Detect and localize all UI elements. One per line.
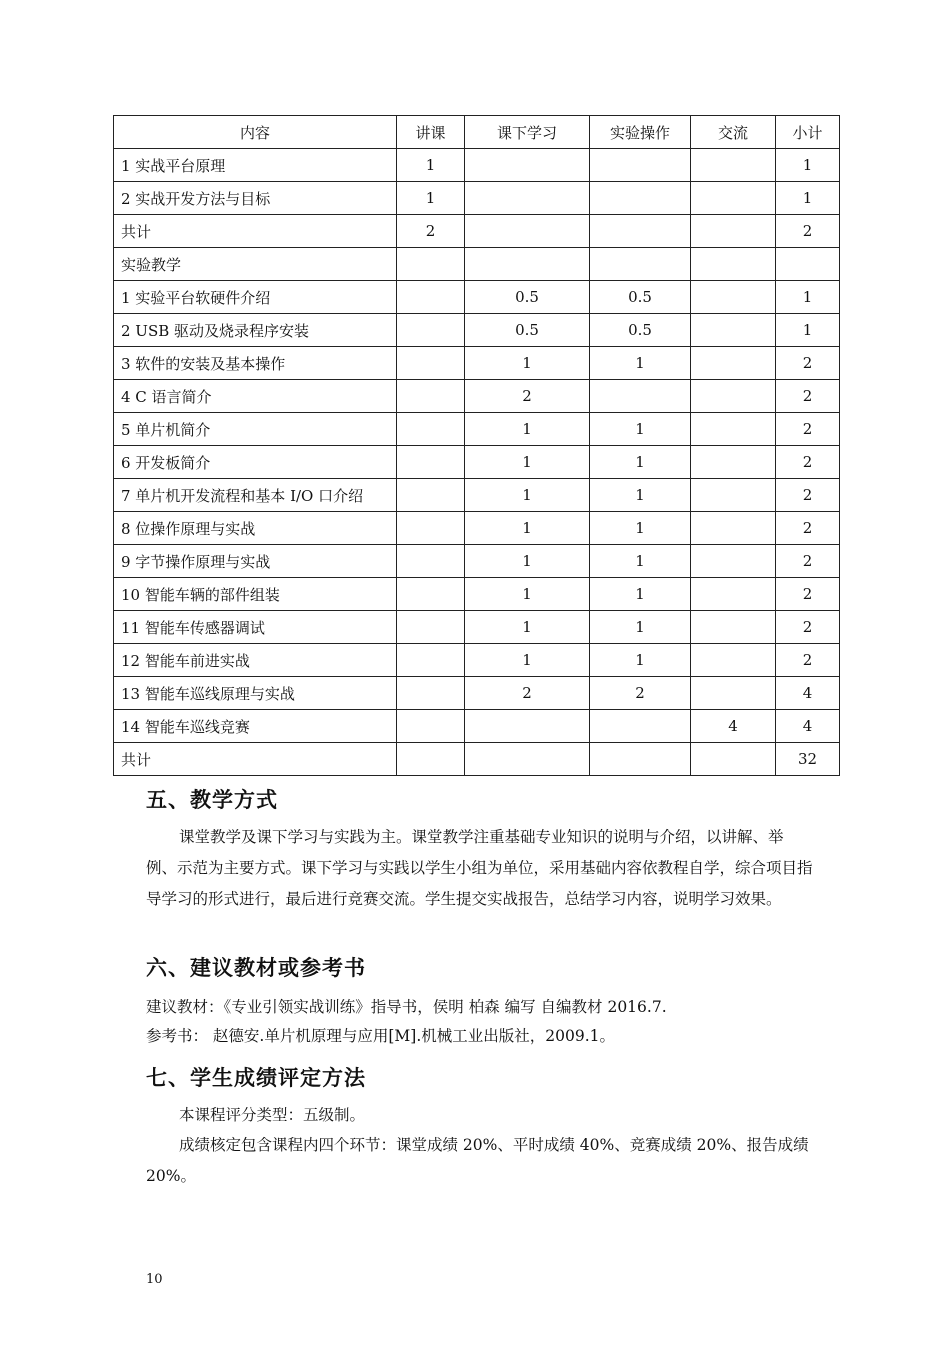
section6-textbook: 建议教材：《专业引领实战训练》指导书，侯明 柏森 编写 自编教材 2016.7. bbox=[146, 998, 667, 1016]
cell-subtotal bbox=[776, 248, 840, 281]
table-row bbox=[114, 710, 840, 743]
section7-grading-type: 本课程评分类型：五级制。 bbox=[179, 1106, 366, 1124]
table-row bbox=[114, 677, 840, 710]
cell-content: 3 软件的安装及基本操作 bbox=[114, 347, 397, 380]
cell-exchange bbox=[691, 479, 776, 512]
cell-lecture bbox=[397, 710, 465, 743]
cell-exchange bbox=[691, 677, 776, 710]
header-lab: 实验操作 bbox=[590, 116, 691, 149]
table-row bbox=[114, 578, 840, 611]
cell-subtotal: 2 bbox=[776, 446, 840, 479]
cell-lab bbox=[590, 743, 691, 776]
table-row bbox=[114, 743, 840, 776]
cell-lab bbox=[590, 149, 691, 182]
section6-reference: 参考书： 赵德安.单片机原理与应用[M].机械工业出版社，2009.1。 bbox=[146, 1027, 615, 1045]
cell-content: 8 位操作原理与实战 bbox=[114, 512, 397, 545]
section5-title: 五、教学方式 bbox=[146, 787, 278, 812]
table-row bbox=[114, 281, 840, 314]
table-row bbox=[114, 314, 840, 347]
cell-lab: 1 bbox=[590, 512, 691, 545]
cell-self-study: 1 bbox=[465, 545, 590, 578]
cell-lecture bbox=[397, 413, 465, 446]
cell-lecture bbox=[397, 248, 465, 281]
cell-exchange bbox=[691, 149, 776, 182]
cell-lab: 0.5 bbox=[590, 281, 691, 314]
cell-lecture bbox=[397, 611, 465, 644]
table-row bbox=[114, 149, 840, 182]
cell-exchange: 4 bbox=[691, 710, 776, 743]
table-row bbox=[114, 248, 840, 281]
section5-body: 课堂教学及课下学习与实践为主。课堂教学注重基础专业知识的说明与介绍，以讲解、举例、示范为主要方式。课下学习与实践以学生小组为单位，采用基础内容依教程自学，综合项目指导学习的形式进行，最后进行竞赛交流。学生提交实战报告，总结学习内容，说明学习效果。 bbox=[146, 828, 813, 908]
table-row bbox=[114, 545, 840, 578]
cell-lab: 1 bbox=[590, 446, 691, 479]
table-row bbox=[114, 644, 840, 677]
cell-lab bbox=[590, 215, 691, 248]
page-number: 10 bbox=[146, 1272, 163, 1287]
cell-lecture bbox=[397, 578, 465, 611]
table-row bbox=[114, 512, 840, 545]
cell-exchange bbox=[691, 446, 776, 479]
cell-exchange bbox=[691, 578, 776, 611]
cell-lecture bbox=[397, 479, 465, 512]
cell-lab bbox=[590, 710, 691, 743]
cell-subtotal: 2 bbox=[776, 545, 840, 578]
cell-lab: 1 bbox=[590, 479, 691, 512]
cell-content: 14 智能车巡线竞赛 bbox=[114, 710, 397, 743]
cell-content: 5 单片机简介 bbox=[114, 413, 397, 446]
cell-self-study: 0.5 bbox=[465, 314, 590, 347]
cell-content: 共计 bbox=[114, 215, 397, 248]
cell-subtotal: 32 bbox=[776, 743, 840, 776]
cell-self-study: 1 bbox=[465, 446, 590, 479]
cell-content: 2 USB 驱动及烧录程序安装 bbox=[114, 314, 397, 347]
cell-subtotal: 2 bbox=[776, 578, 840, 611]
cell-lab: 2 bbox=[590, 677, 691, 710]
cell-lecture bbox=[397, 314, 465, 347]
cell-content: 1 实战平台原理 bbox=[114, 149, 397, 182]
cell-subtotal: 2 bbox=[776, 479, 840, 512]
cell-lab: 1 bbox=[590, 644, 691, 677]
cell-self-study: 2 bbox=[465, 380, 590, 413]
table-row bbox=[114, 446, 840, 479]
cell-exchange bbox=[691, 644, 776, 677]
header-lecture: 讲课 bbox=[397, 116, 465, 149]
cell-exchange bbox=[691, 413, 776, 446]
cell-content: 9 字节操作原理与实战 bbox=[114, 545, 397, 578]
cell-lecture: 1 bbox=[397, 182, 465, 215]
section7-components: 成绩核定包含课程内四个环节：课堂成绩 20%、平时成绩 40%、竞赛成绩 20%、报告成绩 20%。 bbox=[146, 1136, 809, 1185]
cell-subtotal: 2 bbox=[776, 512, 840, 545]
cell-content: 共计 bbox=[114, 743, 397, 776]
table-row bbox=[114, 611, 840, 644]
cell-subtotal: 2 bbox=[776, 413, 840, 446]
cell-subtotal: 1 bbox=[776, 281, 840, 314]
cell-content: 2 实战开发方法与目标 bbox=[114, 182, 397, 215]
cell-lecture bbox=[397, 347, 465, 380]
table-header-row bbox=[114, 116, 840, 149]
cell-lab: 1 bbox=[590, 578, 691, 611]
cell-lab bbox=[590, 182, 691, 215]
cell-exchange bbox=[691, 347, 776, 380]
cell-lab: 1 bbox=[590, 347, 691, 380]
cell-content: 13 智能车巡线原理与实战 bbox=[114, 677, 397, 710]
cell-exchange bbox=[691, 215, 776, 248]
cell-lecture bbox=[397, 743, 465, 776]
header-subtotal: 小计 bbox=[776, 116, 840, 149]
table-row bbox=[114, 479, 840, 512]
cell-lecture bbox=[397, 545, 465, 578]
cell-lab: 1 bbox=[590, 611, 691, 644]
cell-self-study bbox=[465, 710, 590, 743]
cell-self-study bbox=[465, 215, 590, 248]
cell-subtotal: 4 bbox=[776, 710, 840, 743]
cell-exchange bbox=[691, 281, 776, 314]
cell-lab: 0.5 bbox=[590, 314, 691, 347]
cell-self-study: 1 bbox=[465, 578, 590, 611]
cell-lecture: 2 bbox=[397, 215, 465, 248]
cell-self-study: 2 bbox=[465, 677, 590, 710]
cell-self-study: 1 bbox=[465, 347, 590, 380]
cell-subtotal: 1 bbox=[776, 149, 840, 182]
cell-self-study: 1 bbox=[465, 644, 590, 677]
cell-self-study bbox=[465, 149, 590, 182]
section6-title: 六、建议教材或参考书 bbox=[146, 955, 366, 980]
cell-exchange bbox=[691, 743, 776, 776]
cell-content: 10 智能车辆的部件组装 bbox=[114, 578, 397, 611]
cell-lecture: 1 bbox=[397, 149, 465, 182]
cell-exchange bbox=[691, 512, 776, 545]
cell-exchange bbox=[691, 314, 776, 347]
cell-exchange bbox=[691, 611, 776, 644]
table-row bbox=[114, 380, 840, 413]
cell-subtotal: 4 bbox=[776, 677, 840, 710]
cell-subtotal: 2 bbox=[776, 347, 840, 380]
cell-subtotal: 2 bbox=[776, 380, 840, 413]
cell-self-study: 0.5 bbox=[465, 281, 590, 314]
cell-self-study bbox=[465, 182, 590, 215]
cell-subtotal: 2 bbox=[776, 611, 840, 644]
cell-content: 12 智能车前进实战 bbox=[114, 644, 397, 677]
table-row bbox=[114, 215, 840, 248]
cell-lecture bbox=[397, 380, 465, 413]
table-row bbox=[114, 182, 840, 215]
table-row bbox=[114, 413, 840, 446]
cell-lab: 1 bbox=[590, 545, 691, 578]
course-hours-table bbox=[113, 115, 840, 776]
cell-self-study: 1 bbox=[465, 413, 590, 446]
cell-content: 实验教学 bbox=[114, 248, 397, 281]
header-self-study: 课下学习 bbox=[465, 116, 590, 149]
cell-lecture bbox=[397, 644, 465, 677]
cell-content: 4 C 语言简介 bbox=[114, 380, 397, 413]
cell-self-study: 1 bbox=[465, 512, 590, 545]
cell-exchange bbox=[691, 182, 776, 215]
cell-subtotal: 2 bbox=[776, 644, 840, 677]
cell-self-study: 1 bbox=[465, 479, 590, 512]
header-content: 内容 bbox=[114, 116, 397, 149]
cell-content: 7 单片机开发流程和基本 I/O 口介绍 bbox=[114, 479, 397, 512]
cell-lab bbox=[590, 380, 691, 413]
cell-subtotal: 1 bbox=[776, 314, 840, 347]
cell-lecture bbox=[397, 446, 465, 479]
cell-exchange bbox=[691, 380, 776, 413]
cell-subtotal: 2 bbox=[776, 215, 840, 248]
cell-lecture bbox=[397, 677, 465, 710]
cell-self-study: 1 bbox=[465, 611, 590, 644]
cell-exchange bbox=[691, 248, 776, 281]
cell-subtotal: 1 bbox=[776, 182, 840, 215]
cell-exchange bbox=[691, 545, 776, 578]
cell-self-study bbox=[465, 743, 590, 776]
cell-content: 1 实验平台软硬件介绍 bbox=[114, 281, 397, 314]
cell-content: 11 智能车传感器调试 bbox=[114, 611, 397, 644]
cell-lab: 1 bbox=[590, 413, 691, 446]
section7-title: 七、学生成绩评定方法 bbox=[146, 1065, 366, 1090]
cell-lecture bbox=[397, 281, 465, 314]
cell-content: 6 开发板简介 bbox=[114, 446, 397, 479]
cell-lab bbox=[590, 248, 691, 281]
header-exchange: 交流 bbox=[691, 116, 776, 149]
table-row bbox=[114, 347, 840, 380]
cell-self-study bbox=[465, 248, 590, 281]
cell-lecture bbox=[397, 512, 465, 545]
